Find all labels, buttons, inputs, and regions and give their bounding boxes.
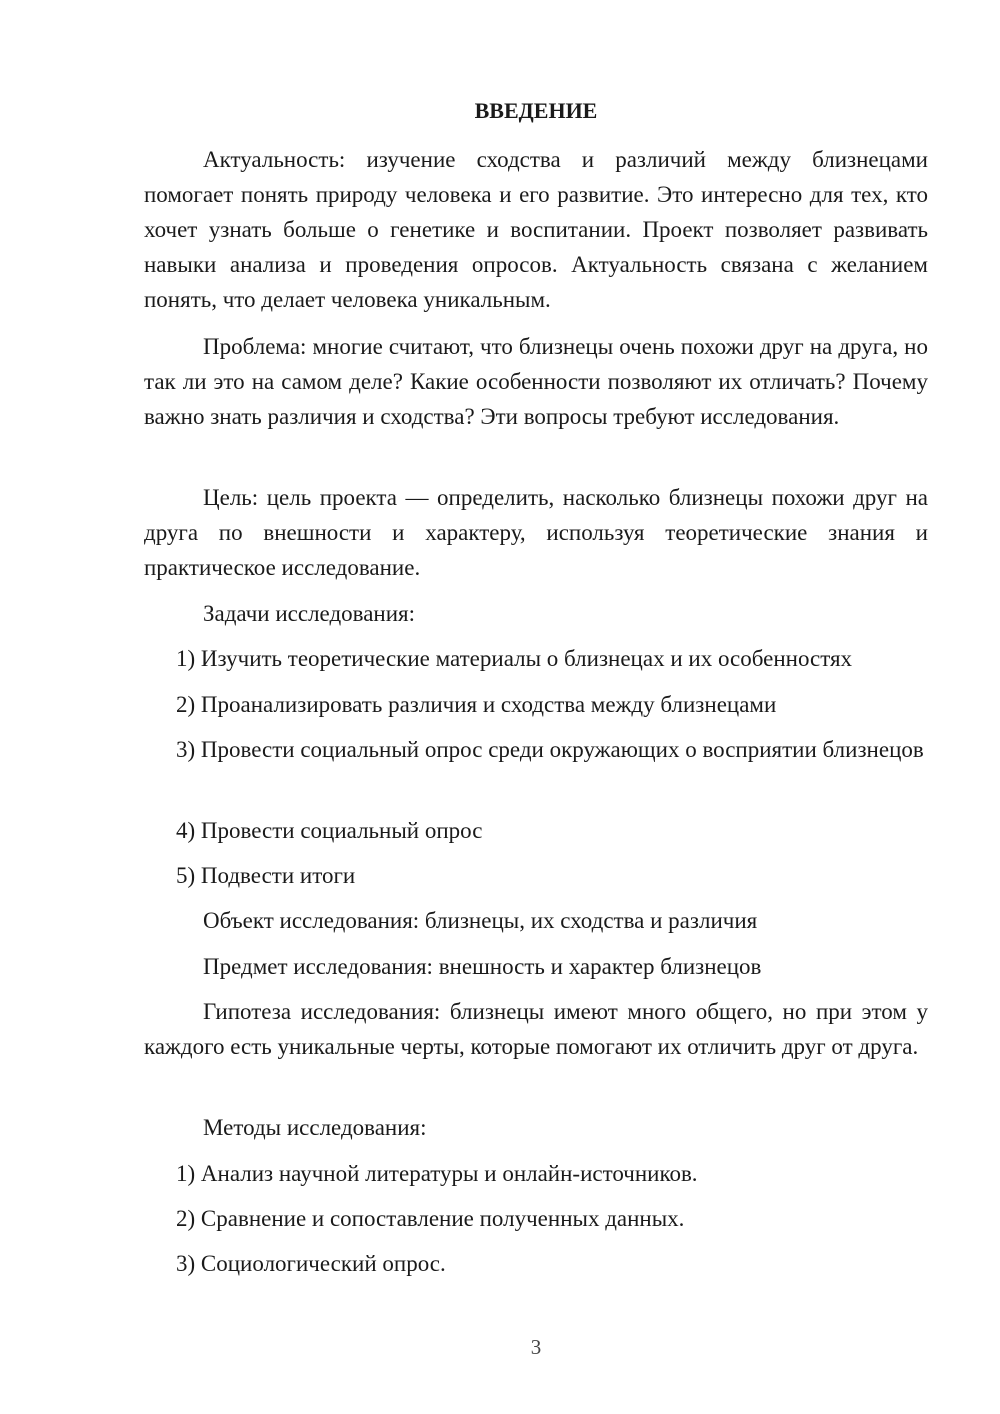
object-paragraph: Объект исследования: близнецы, их сходства и различия [203,908,758,933]
methods-heading: Методы исследования: [203,1115,427,1140]
task-item-5: 5) Подвести итоги [176,863,356,888]
relevance-paragraph: Актуальность: изучение сходства и различий между близнецами помогает понять природу человека и его развитие. Это интересно для тех, кто хочет узнать больше о генетике и воспитании. Проект позволяет развивать навыки анализа и проведения опросов. Актуальность связана с желанием понять, что делает человека уникальным. [144,147,928,312]
page-number: 3 [530,1335,542,1359]
subject-paragraph: Предмет исследования: внешность и характер близнецов [203,954,762,979]
method-item-2: 2) Сравнение и сопоставление полученных данных. [176,1206,685,1231]
tasks-heading: Задачи исследования: [203,601,416,626]
goal-paragraph: Цель: цель проекта — определить, насколько близнецы похожи друг на друга по внешности и характеру, используя теоретические знания и практическое исследование. [144,485,928,580]
method-item-1: 1) Анализ научной литературы и онлайн-источников. [176,1161,698,1186]
page-title: ВВЕДЕНИЕ [474,98,598,123]
task-item-1: 1) Изучить теоретические материалы о близнецах и их особенностях [176,646,853,671]
method-item-3: 3) Социологический опрос. [176,1251,446,1276]
task-item-2: 2) Проанализировать различия и сходства между близнецами [176,692,777,717]
task-item-3: 3) Провести социальный опрос среди окружающих о восприятии близнецов [176,737,924,762]
task-item-4: 4) Провести социальный опрос [176,818,483,843]
problem-paragraph: Проблема: многие считают, что близнецы очень похожи друг на друга, но так ли это на самом деле? Какие особенности позволяют их отличать? Почему важно знать различия и сходства? Эти вопросы требуют исследования. [144,334,928,429]
hypothesis-paragraph: Гипотеза исследования: близнецы имеют много общего, но при этом у каждого есть уникальные черты, которые помогают их отличить друг от друга. [144,999,928,1059]
